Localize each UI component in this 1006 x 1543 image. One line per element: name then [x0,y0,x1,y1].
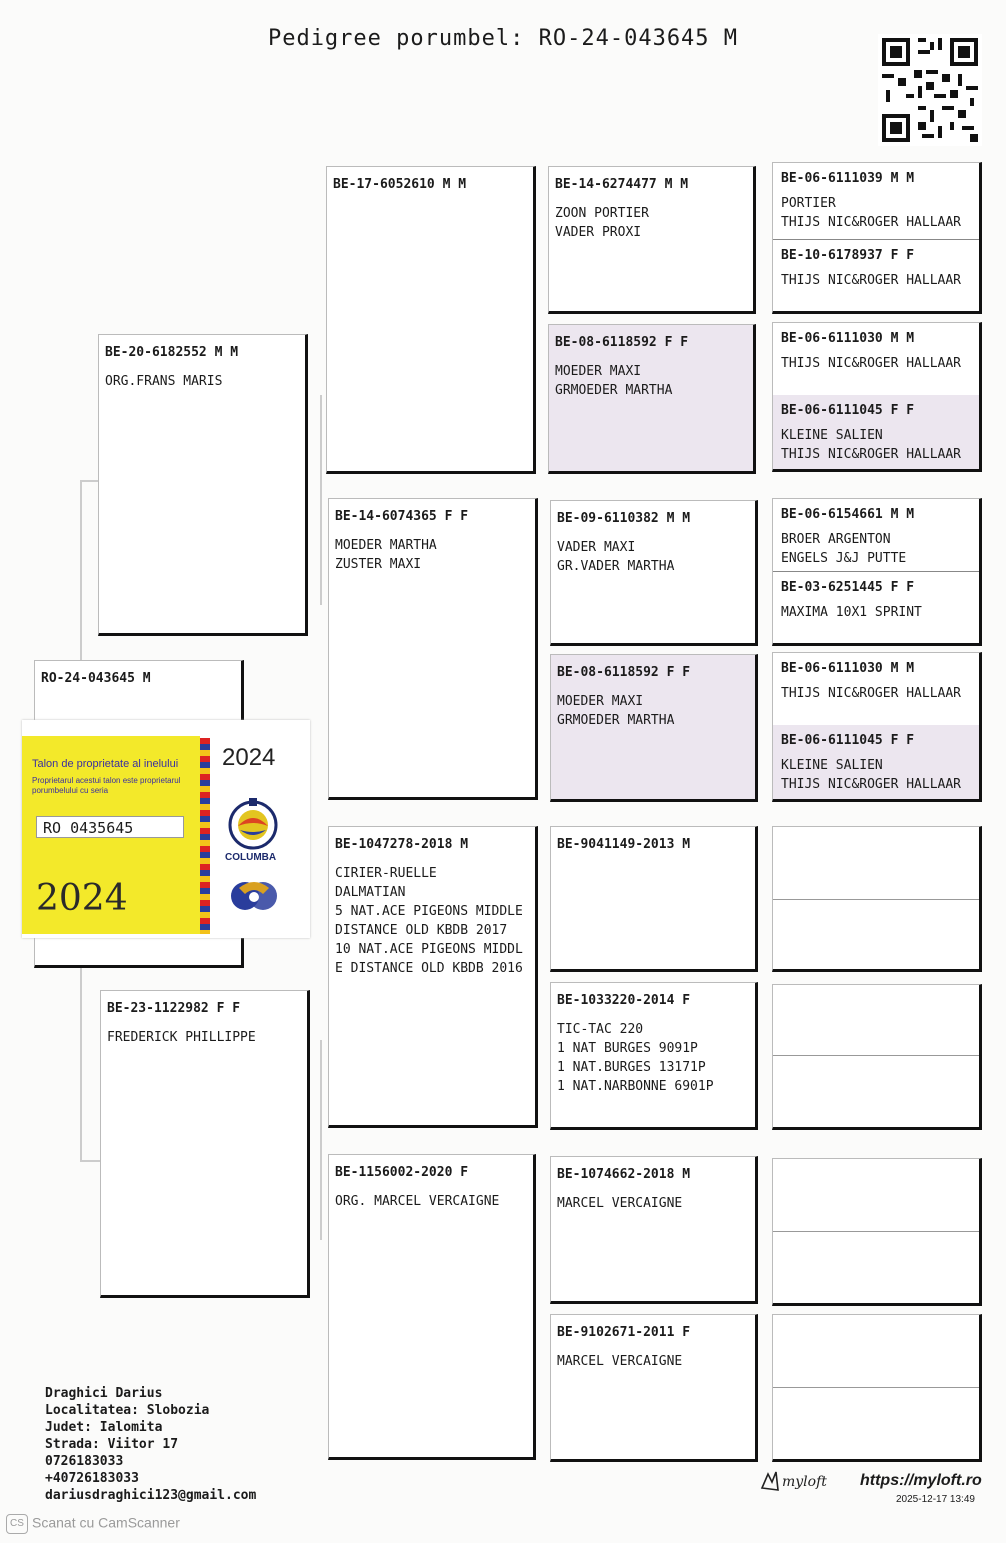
pigeon-ring: BE-09-6110382 M M [557,511,691,526]
pigeon-note: VADER PROXI [555,225,642,240]
gen4-sire [773,163,979,239]
pigeon-note: PORTIER [781,196,836,211]
pigeon-ring: BE-06-6111030 M M [781,331,915,346]
gen4-dam [773,240,979,312]
talon-org: COLUMBA [225,852,277,863]
pigeon-ring: BE-1156002-2020 F [335,1165,469,1180]
qr-code-icon [878,34,982,146]
pigeon-ring: BE-17-6052610 M M [333,177,467,192]
owner-name: Draghici Darius [45,1386,163,1401]
parent-dam-card [100,990,310,1298]
subject-ring: RO-24-043645 M [41,671,151,686]
owner-county: Judet: Ialomita [45,1420,163,1435]
pigeon-ring: BE-9102671-2011 F [557,1325,691,1340]
gen4-empty-card [772,984,982,1130]
grandparent-card [326,166,536,474]
pigeon-note: KLEINE SALIEN [781,758,883,773]
great-grandparent-card [550,826,758,972]
great-grandparent-card [548,166,756,314]
great-grandparent-card [548,324,756,474]
pigeon-note: THIJS NIC&ROGER HALLAAR [781,447,962,462]
gen4-empty-card [772,1158,982,1306]
pigeon-note: TIC-TAC 220 [557,1022,644,1037]
pigeon-note: 1 NAT.NARBONNE 6901P [557,1079,714,1094]
pigeon-ring: BE-20-6182552 M M [105,345,239,360]
pigeon-ring: BE-1074662-2018 M [557,1167,691,1182]
pigeon-ring: BE-14-6274477 M M [555,177,689,192]
pigeon-note: ENGELS J&J PUTTE [781,551,907,566]
pigeon-note: 10 NAT.ACE PIGEONS MIDDL [335,942,523,957]
pigeon-note: MOEDER MAXI [557,694,644,709]
pigeon-note: BROER ARGENTON [781,532,891,547]
talon-subtext: Proprietarul acestui talon este proprietarul porumbelului cu seria [32,776,181,795]
camscanner-icon: CS [6,1514,28,1534]
pigeon-note: MARCEL VERCAIGNE [557,1196,683,1211]
myloft-logo-icon [758,1466,838,1496]
print-date: 2025-12-17 13:49 [896,1494,975,1505]
owner-phone-intl: +40726183033 [45,1471,139,1486]
pigeon-note: DALMATIAN [335,885,406,900]
pigeon-note: GR.VADER MARTHA [557,559,675,574]
owner-info [45,1385,256,1504]
gen4-card [772,652,982,802]
pigeon-note: 1 NAT.BURGES 13171P [557,1060,706,1075]
pigeon-ring: BE-23-1122982 F F [107,1001,241,1016]
pigeon-note: ZOON PORTIER [555,206,649,221]
pigeon-note: MOEDER MAXI [555,364,642,379]
gen4-dam [773,395,979,470]
scanner-label: Scanat cu CamScanner [32,1514,180,1531]
pigeon-note: MOEDER MARTHA [335,538,437,553]
gen4-card [772,162,982,314]
ownership-talon [22,720,310,938]
pigeon-note: ZUSTER MAXI [335,557,422,572]
federation-emblem-icon [225,872,283,912]
pigeon-note: 5 NAT.ACE PIGEONS MIDDLE [335,904,523,919]
pigeon-ring: BE-1047278-2018 M [335,837,469,852]
gen4-dam [773,725,979,800]
talon-year: 2024 [36,878,128,919]
pigeon-ring: BE-06-6111045 F F [781,733,915,748]
columba-emblem-icon [226,796,280,850]
pigeon-note: THIJS NIC&ROGER HALLAAR [781,273,962,288]
pigeon-note: E DISTANCE OLD KBDB 2016 [335,961,523,976]
pigeon-note: 1 NAT BURGES 9091P [557,1041,698,1056]
parent-sire-card [98,334,308,636]
pigeon-note: THIJS NIC&ROGER HALLAAR [781,777,962,792]
gen4-sire [773,653,979,725]
page-title: Pedigree porumbel: RO-24-043645 M [267,26,739,51]
pigeon-ring: BE-06-6111039 M M [781,171,915,186]
gen4-sire [773,323,979,395]
pigeon-ring: BE-14-6074365 F F [335,509,469,524]
pigeon-ring: BE-1033220-2014 F [557,993,691,1008]
talon-year-badge: 2024 [222,744,276,771]
gen4-empty-card [772,1314,982,1462]
gen4-dam [773,572,979,644]
great-grandparent-card [550,500,758,646]
pigeon-note: THIJS NIC&ROGER HALLAAR [781,215,962,230]
great-grandparent-card [550,982,758,1130]
great-grandparent-card [550,1156,758,1304]
pigeon-ring: BE-08-6118592 F F [555,335,689,350]
pigeon-note: THIJS NIC&ROGER HALLAAR [781,686,962,701]
pigeon-note: CIRIER-RUELLE [335,866,437,881]
pigeon-note: ORG.FRANS MARIS [105,374,223,389]
pigeon-note: THIJS NIC&ROGER HALLAAR [781,356,962,371]
pigeon-note: KLEINE SALIEN [781,428,883,443]
pigeon-ring: BE-08-6118592 F F [557,665,691,680]
gen4-empty-card [772,826,982,972]
pigeon-note: VADER MAXI [557,540,636,555]
owner-locality: Localitatea: Slobozia [45,1403,210,1418]
pigeon-note: FREDERICK PHILLIPPE [107,1030,256,1045]
gen4-card [772,498,982,646]
pigeon-note: MARCEL VERCAIGNE [557,1354,683,1369]
pigeon-ring: BE-10-6178937 F F [781,248,915,263]
owner-email: dariusdraghici123@gmail.com [45,1488,257,1503]
pigeon-ring: BE-06-6154661 M M [781,507,915,522]
gen4-sire [773,499,979,571]
pigeon-note: DISTANCE OLD KBDB 2017 [335,923,508,938]
pigeon-note: GRMOEDER MARTHA [557,713,675,728]
pigeon-ring: BE-03-6251445 F F [781,580,915,595]
talon-serial: RO 0435645 [36,816,184,838]
talon-stripe [200,738,210,934]
site-url[interactable]: https://myloft.ro [860,1472,982,1489]
scanner-watermark [6,1514,180,1534]
pigeon-note: ORG. MARCEL VERCAIGNE [335,1194,500,1209]
great-grandparent-card [550,654,758,802]
pigeon-ring: BE-06-6111030 M M [781,661,915,676]
great-grandparent-card [550,1314,758,1462]
pigeon-ring: BE-9041149-2013 M [557,837,691,852]
pigeon-ring: BE-06-6111045 F F [781,403,915,418]
pigeon-note: MAXIMA 10X1 SPRINT [781,605,922,620]
owner-street: Strada: Viitor 17 [45,1437,179,1452]
myloft-brand: myloft [782,1474,827,1490]
pigeon-note: GRMOEDER MARTHA [555,383,673,398]
talon-heading: Talon de proprietate al inelului [32,758,179,770]
owner-phone: 0726183033 [45,1454,124,1469]
grandparent-card [328,1154,536,1460]
gen4-card [772,322,982,472]
grandparent-card [328,498,538,800]
grandparent-card [328,826,538,1128]
